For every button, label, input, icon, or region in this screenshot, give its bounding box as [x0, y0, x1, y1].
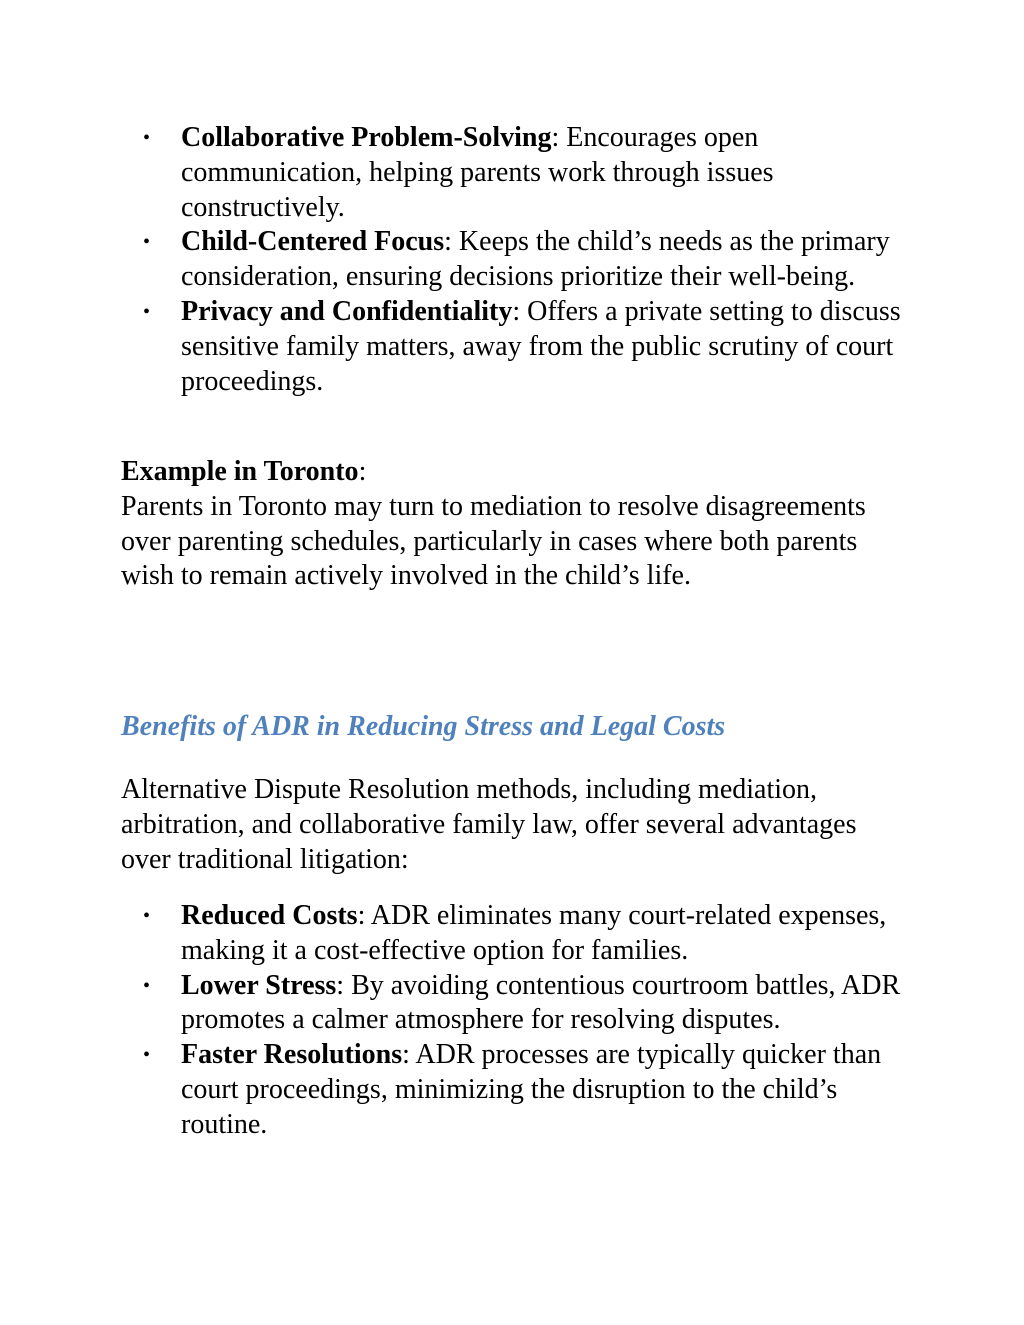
list-item — [0, 969, 1024, 1039]
example-title-line — [121, 455, 911, 490]
list-item — [0, 1038, 1024, 1142]
intro-paragraph: Alternative Dispute Resolution methods, including mediation, arbitration, and collaborative family law, offer several advantages over traditional litigation: — [121, 774, 857, 875]
bullet-icon: • — [143, 1044, 151, 1067]
list-item-description: : Offers a private setting to discuss sensitive family matters, away from the public scrutiny of court proceedings. — [181, 295, 901, 397]
list-item-term: Privacy and Confidentiality — [181, 295, 513, 327]
list-item-description: : Encourages open communication, helping parents work through issues constructively. — [181, 122, 774, 223]
list-item — [0, 899, 1024, 969]
list-item-term: Reduced Costs — [181, 900, 358, 931]
section-heading: Benefits of ADR in Reducing Stress and Legal Costs — [121, 711, 726, 742]
list-item-description: : ADR eliminates many court-related expenses, making it a cost-effective option for families. — [181, 900, 887, 966]
list-item-term: Faster Resolutions — [181, 1039, 403, 1071]
list-item-description: : ADR processes are typically quicker than court proceedings, minimizing the disruption to the child’s routine. — [181, 1039, 882, 1140]
list-item-term: Child-Centered Focus — [181, 226, 445, 258]
example-block — [121, 455, 911, 594]
example-body: Parents in Toronto may turn to mediation to resolve disagreements over parenting schedules, particularly in cases where both parents wish to remain actively involved in the child’s life. — [121, 490, 866, 592]
bullet-icon: • — [143, 231, 151, 254]
adr-advantages-list — [0, 899, 1024, 1143]
example-title-colon: : — [358, 456, 367, 487]
bullet-icon: • — [143, 300, 151, 323]
list-item — [0, 121, 1024, 225]
list-item-description: : By avoiding contentious courtroom battles, ADR promotes a calmer atmosphere for resolving disputes. — [181, 969, 901, 1036]
list-item-description: : Keeps the child’s needs as the primary consideration, ensuring decisions prioritize their well-being. — [181, 226, 890, 293]
list-item — [0, 225, 1024, 295]
bullet-icon: • — [143, 974, 151, 997]
list-item — [0, 295, 1024, 399]
bullet-icon: • — [143, 905, 151, 927]
example-title: Example in Toronto — [121, 456, 359, 487]
list-item-term: Lower Stress — [181, 969, 337, 1001]
list-item-term: Collaborative Problem-Solving — [181, 122, 552, 153]
bullet-icon: • — [143, 127, 151, 149]
benefits-list — [0, 121, 1024, 399]
